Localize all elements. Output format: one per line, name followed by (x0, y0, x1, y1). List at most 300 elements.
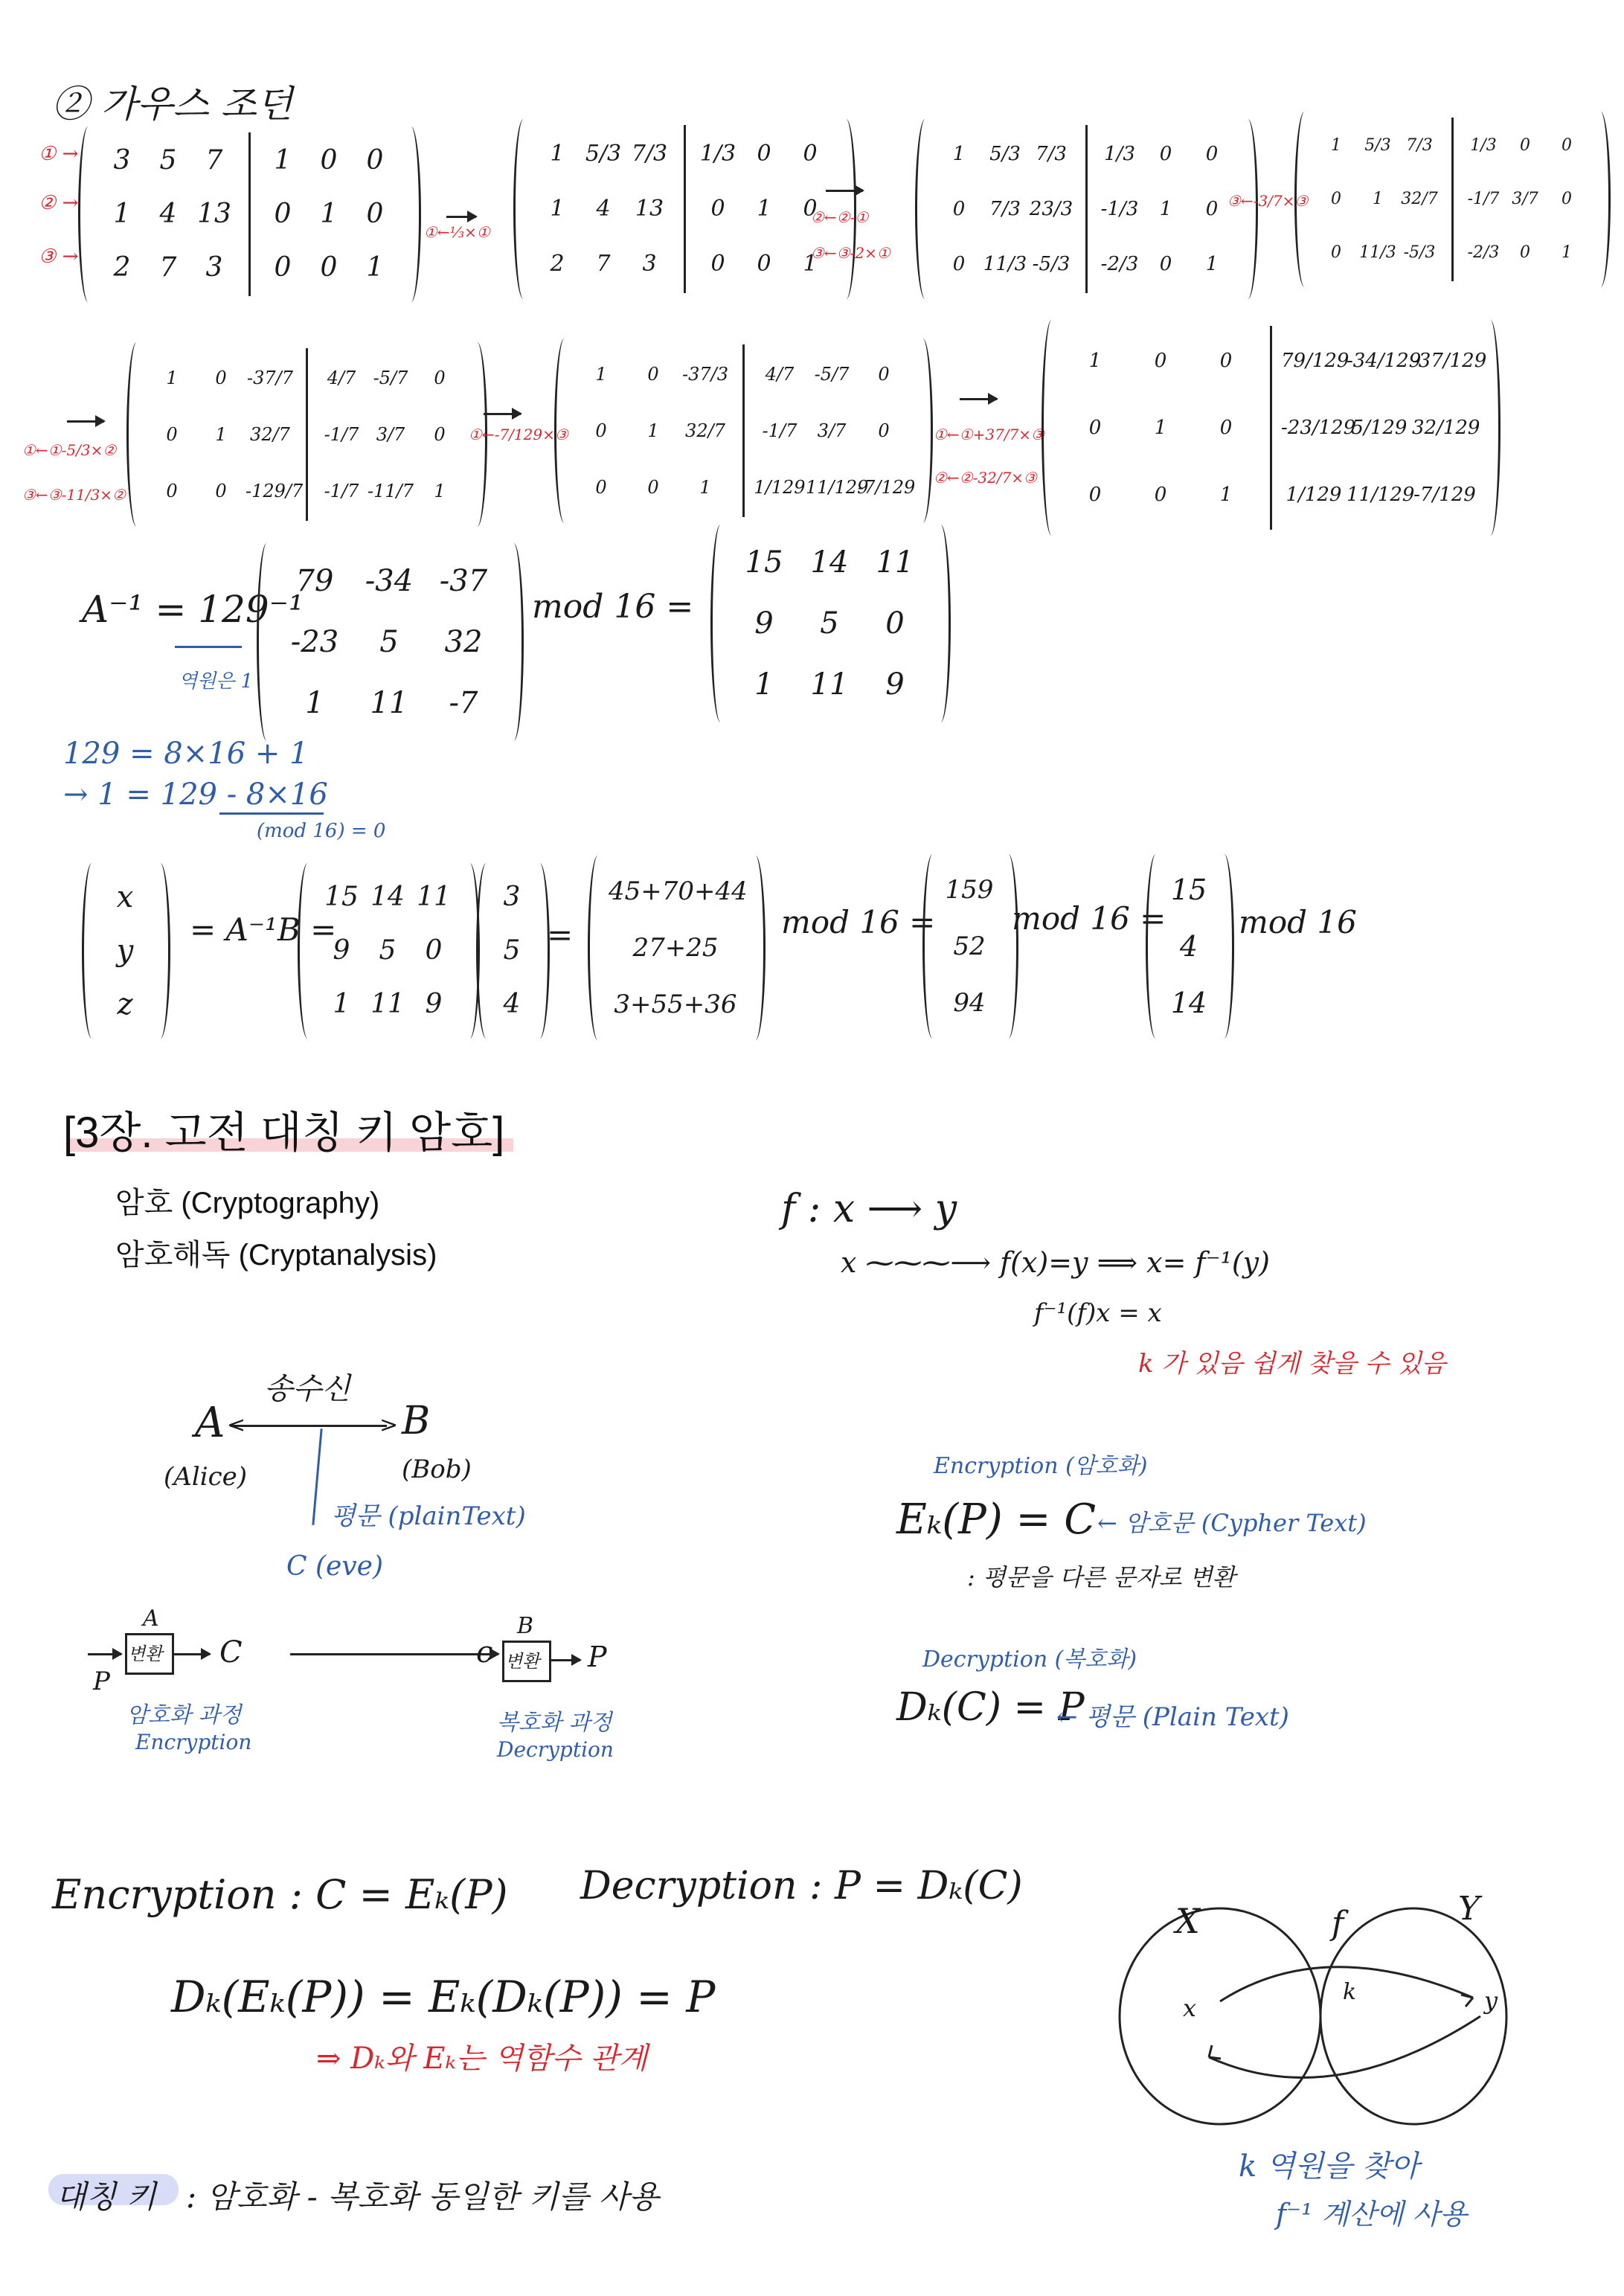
enc-box-label: 변환 (128, 1644, 163, 1664)
arrow-step6 (960, 398, 997, 400)
m0-right-paren (401, 126, 421, 302)
m5-l-cell: 0 (647, 477, 659, 498)
m0-r-cell: 0 (366, 145, 384, 176)
solve-eq-2: = (547, 917, 574, 953)
m2-l-cell: 5/3 (989, 143, 1021, 165)
m1-r-cell: 0 (803, 141, 818, 167)
res-left-paren (1146, 854, 1166, 1039)
solve-mod-2: mod 16 = (1012, 900, 1166, 937)
solve-a-matrix (298, 863, 478, 1039)
m3-r-cell: -1/7 (1467, 190, 1500, 208)
solA-l-cell: 5 (379, 935, 397, 966)
m4-l-cell: 0 (215, 368, 227, 388)
m3-r-cell: 1 (1562, 243, 1572, 262)
m5-l-cell: 1 (647, 420, 659, 441)
m0-r-cell: 0 (366, 199, 384, 229)
m5-l-cell: -37/3 (681, 364, 728, 385)
m2-l-cell: 7/3 (989, 198, 1021, 220)
enc-top-label: A (143, 1606, 159, 1632)
m3-l-cell: 32/7 (1401, 190, 1438, 208)
inv-l-cell: 32 (444, 625, 483, 659)
m3-divider (1451, 118, 1454, 281)
m4-r-cell: -1/7 (324, 481, 359, 501)
m4-divider (306, 348, 308, 521)
m4-left-paren (126, 342, 147, 527)
m1-l-cell: 7 (596, 251, 611, 277)
diagram-bob: (Bob) (402, 1455, 472, 1484)
sums-left-paren (588, 856, 608, 1040)
enc-p: P (93, 1667, 110, 1696)
diagram-arrow-right: > (379, 1412, 399, 1438)
m0-r-cell: 0 (320, 145, 338, 176)
matrix-4 (126, 342, 485, 527)
m0-l-cell: 7 (159, 252, 177, 283)
m0-l-cell: 7 (205, 145, 223, 176)
inv-l-cell: 1 (305, 686, 324, 720)
arrow-step4 (67, 420, 104, 423)
arrow-step2 (826, 190, 863, 192)
m3-l-cell: 0 (1331, 243, 1341, 262)
m3-r-cell: 3/7 (1512, 190, 1538, 208)
m6-r-cell: -37/129 (1412, 350, 1487, 372)
solB-l-cell: 4 (503, 989, 521, 1019)
vals-l-cell: 159 (945, 875, 994, 905)
enc-desc: : 평문을 다른 문자로 변환 (967, 1563, 1236, 1591)
bottom-enc: Encryption : C = Eₖ(P) (52, 1871, 508, 1918)
solA-l-cell: 14 (370, 882, 405, 912)
inverse-note: 역원은 1 (179, 670, 254, 693)
dec-label-2: Decryption (497, 1737, 614, 1762)
m1-r-cell: 0 (710, 196, 725, 222)
op-step1: ①←⅓×① (424, 223, 490, 241)
solve-sums (588, 856, 763, 1040)
solve-mod-3: mod 16 (1239, 904, 1357, 940)
m6-r-cell: -23/129 (1281, 417, 1356, 439)
m4-l-cell: 0 (215, 481, 227, 501)
inv-l-cell: -23 (290, 625, 339, 659)
vals-left-paren (922, 854, 943, 1039)
m5-r-cell: 0 (878, 420, 890, 441)
matrix-0 (78, 126, 419, 302)
enc-c: C (219, 1635, 243, 1670)
m3-r-cell: 0 (1520, 136, 1530, 155)
m5-l-cell: 0 (595, 420, 607, 441)
inverse-mod: mod 16 = (532, 588, 694, 626)
m2-l-cell: 11/3 (983, 253, 1027, 275)
section3-heading: [3장. 고전 대칭 키 암호] (63, 1109, 505, 1157)
m2-l-cell: 0 (952, 198, 966, 220)
sums-right-paren (745, 856, 766, 1040)
invres-l-cell: 14 (810, 545, 849, 580)
m2-l-cell: -5/3 (1032, 253, 1071, 275)
solve-vals (922, 854, 1016, 1039)
matrix-3 (1294, 112, 1608, 287)
m0-l-cell: 5 (159, 145, 177, 176)
m6-l-cell: 0 (1219, 350, 1233, 372)
m6-l-cell: 1 (1088, 350, 1102, 372)
func-line1: f : x ⟶ y (781, 1187, 957, 1231)
m1-l-cell: 1 (550, 196, 565, 222)
invres-l-cell: 5 (820, 606, 839, 641)
vals-right-paren (998, 854, 1018, 1039)
m6-divider (1270, 326, 1272, 530)
m2-divider (1085, 125, 1088, 293)
bottom-dec: Decryption : P = Dₖ(C) (580, 1864, 1023, 1908)
m1-l-cell: 2 (550, 251, 565, 277)
inv-l-cell: -34 (365, 564, 414, 598)
m1-l-cell: 3 (642, 251, 657, 277)
m3-l-cell: 7/3 (1406, 136, 1433, 155)
m0-r-cell: 0 (274, 199, 292, 229)
m0-l-cell: 3 (205, 252, 223, 283)
invres-l-cell: 9 (754, 606, 774, 641)
m5-left-paren (554, 339, 574, 523)
m6-l-cell: 0 (1154, 350, 1167, 372)
vars-right-paren (150, 863, 170, 1039)
m5-l-cell: 32/7 (685, 420, 725, 441)
m4-r-cell: -1/7 (324, 424, 359, 445)
m5-r-cell: -1/7 (762, 420, 797, 441)
solA-l-cell: 15 (324, 882, 359, 912)
dec-c: c (476, 1635, 493, 1670)
invres-l-cell: 9 (885, 667, 905, 702)
m4-l-cell: -129/7 (245, 481, 304, 501)
dec-arrow: ← 평문 (Plain Text) (1056, 1702, 1289, 1732)
inverse-result (710, 525, 949, 722)
m0-l-cell: 3 (113, 145, 131, 176)
row-label-1: ① → (39, 143, 79, 165)
vals-l-cell: 52 (953, 931, 986, 961)
matrix-5 (554, 339, 931, 523)
solve-mod-1: mod 16 = (781, 904, 936, 940)
m4-l-cell: 1 (215, 424, 227, 445)
m2-r-cell: 0 (1205, 198, 1219, 220)
ops-step4: ①←①-5/3×② ③←③-11/3×② (22, 441, 126, 504)
m0-l-cell: 4 (159, 199, 177, 229)
m5-r-cell: -7/129 (858, 477, 916, 498)
vars-l-cell: y (116, 934, 134, 968)
m1-r-cell: 0 (710, 251, 725, 277)
solA-l-cell: 0 (425, 935, 443, 966)
ops-step6: ①←①+37/7×③ ②←②-32/7×③ (934, 426, 1044, 487)
invres-left-paren (710, 525, 731, 722)
enc-note: Encryption (암호화) (934, 1453, 1148, 1479)
m4-l-cell: 0 (166, 481, 178, 501)
m1-l-cell: 4 (596, 196, 611, 222)
diagram-eve: C (eve) (286, 1551, 384, 1582)
func-line3: f⁻¹(f)x = x (1034, 1298, 1162, 1328)
m1-r-cell: 0 (803, 196, 818, 222)
m5-r-cell: 1/129 (754, 477, 806, 498)
m3-l-cell: 1 (1373, 190, 1383, 208)
inv-right-paren (504, 543, 524, 741)
m4-r-cell: -5/7 (373, 368, 408, 388)
m0-l-cell: 1 (113, 199, 131, 229)
inverse-lhs: A⁻¹ = 129⁻¹ (82, 588, 304, 631)
section3-line2: 암호해독 (Cryptanalysis) (115, 1239, 437, 1272)
venn-x-point: x (1183, 1994, 1197, 2022)
m1-divider (684, 125, 686, 293)
m6-r-cell: -34/129 (1347, 350, 1422, 372)
vars-l-cell: z (117, 987, 133, 1022)
venn-y-point: y (1484, 1986, 1498, 2015)
enc-label-1: 암호화 과정 (126, 1702, 242, 1728)
m0-r-cell: 0 (274, 252, 292, 283)
solB-left-paren (476, 863, 496, 1039)
func-line2: x ⁓⁓⁓⟶ f(x)=y ⟹ x= f⁻¹(y) (841, 1246, 1270, 1279)
dec-note: Decryption (복호화) (922, 1646, 1137, 1673)
m1-l-cell: 5/3 (585, 141, 622, 167)
res-l-cell: 15 (1170, 873, 1207, 906)
solA-l-cell: 11 (370, 989, 405, 1019)
m3-right-paren (1591, 112, 1611, 287)
blue-note-1: 129 = 8×16 + 1 (63, 737, 309, 771)
m3-l-cell: 1 (1331, 136, 1341, 155)
diagram-arrow-left: < (227, 1412, 246, 1438)
m2-r-cell: 0 (1159, 143, 1172, 165)
m1-left-paren (513, 119, 533, 299)
m5-right-paren (913, 339, 933, 523)
row-label-2: ② → (39, 192, 79, 214)
inv-l-cell: 5 (379, 625, 399, 659)
solve-res (1146, 854, 1232, 1039)
m0-l-cell: 13 (197, 199, 231, 229)
arrow-step1 (446, 216, 476, 218)
bottom-sym-desc: : 암호화 - 복호화 동일한 키를 사용 (186, 2178, 659, 2215)
m0-left-paren (78, 126, 98, 302)
m3-r-cell: 1/3 (1470, 136, 1497, 155)
m4-r-cell: 3/7 (376, 424, 405, 445)
sums-l-cell: 3+55+36 (614, 990, 737, 1019)
m5-r-cell: -5/7 (814, 364, 850, 385)
vals-l-cell: 94 (953, 988, 986, 1018)
solA-left-paren (298, 863, 318, 1039)
matrix-1 (513, 119, 854, 299)
m2-r-cell: 1 (1205, 253, 1219, 275)
m2-l-cell: 23/3 (1029, 198, 1073, 220)
diagram-a: A (195, 1399, 225, 1447)
venn-y-label: Y (1458, 1890, 1480, 1928)
invres-l-cell: 11 (810, 667, 849, 702)
diagram-plaintext: 평문 (plainText) (331, 1501, 526, 1531)
m2-l-cell: 0 (952, 253, 966, 275)
inv-l-cell: -37 (439, 564, 488, 598)
m1-l-cell: 13 (635, 196, 664, 222)
m6-r-cell: 11/129 (1347, 484, 1415, 506)
m3-r-cell: 0 (1520, 243, 1530, 262)
ops-step2: ②←②-① ③←③-2×① (811, 208, 890, 262)
inv-l-cell: 79 (295, 564, 334, 598)
m1-r-cell: 0 (757, 141, 771, 167)
enc-arrow: ← 암호문 (Cypher Text) (1097, 1509, 1367, 1537)
m3-left-paren (1294, 112, 1315, 287)
bottom-inverse-note: ⇒ Dₖ와 Eₖ는 역함수 관계 (316, 2042, 648, 2076)
m2-r-cell: -1/3 (1100, 198, 1139, 220)
m0-divider (248, 132, 251, 296)
vars-l-cell: x (116, 880, 134, 914)
inv-l-cell: -7 (449, 686, 478, 720)
m5-l-cell: 1 (699, 477, 711, 498)
m4-r-cell: -11/7 (367, 481, 414, 501)
m5-r-cell: 11/129 (806, 477, 869, 498)
m5-r-cell: 3/7 (817, 420, 847, 441)
m6-l-cell: 0 (1088, 484, 1102, 506)
m1-r-cell: 0 (757, 251, 771, 277)
diagram-alice: (Alice) (164, 1462, 247, 1492)
section3-line1: 암호 (Cryptography) (115, 1187, 380, 1219)
invres-right-paren (931, 525, 951, 722)
m6-r-cell: 79/129 (1281, 350, 1349, 372)
m6-r-cell: 5/129 (1351, 417, 1408, 439)
m3-l-cell: -5/3 (1403, 243, 1436, 262)
m4-r-cell: 0 (434, 368, 446, 388)
dec-p: P (588, 1641, 607, 1673)
bottom-sym-key: 대칭 키 (56, 2178, 157, 2215)
dec-arrow-out (551, 1659, 580, 1661)
solA-l-cell: 11 (417, 882, 451, 912)
diagram-b: B (402, 1399, 431, 1443)
m3-r-cell: 0 (1562, 190, 1572, 208)
m0-l-cell: 2 (113, 252, 131, 283)
solA-l-cell: 9 (333, 935, 350, 966)
m6-r-cell: -7/129 (1413, 484, 1476, 506)
bottom-identity: Dₖ(Eₖ(P)) = Eₖ(Dₖ(P)) = P (171, 1972, 716, 2022)
m6-l-cell: 0 (1219, 417, 1233, 439)
m2-r-cell: -2/3 (1100, 253, 1139, 275)
op-step5: ①←-7/129×③ (469, 426, 568, 443)
underline-2 (219, 812, 324, 815)
invres-l-cell: 1 (754, 667, 774, 702)
vars-left-paren (82, 863, 102, 1039)
op-step3: ③←-3/7×③ (1227, 192, 1309, 210)
m5-r-cell: 0 (878, 364, 890, 385)
m6-left-paren (1042, 320, 1062, 536)
m3-l-cell: 11/3 (1359, 243, 1396, 262)
m6-r-cell: 32/129 (1412, 417, 1480, 439)
m2-left-paren (915, 119, 935, 299)
dec-top-label: B (517, 1613, 534, 1639)
dec-box-label: 변환 (505, 1651, 540, 1672)
m5-divider (742, 344, 745, 517)
res-right-paren (1214, 854, 1234, 1039)
blue-note-2: → 1 = 129 - 8×16 (63, 777, 328, 812)
m2-r-cell: 1/3 (1104, 143, 1135, 165)
sums-l-cell: 45+70+44 (609, 876, 748, 906)
solve-vars (82, 863, 168, 1039)
res-l-cell: 4 (1179, 930, 1198, 963)
venn-note-1: k 역원을 찾아 (1239, 2149, 1419, 2184)
solB-l-cell: 5 (503, 935, 521, 966)
m0-r-cell: 1 (320, 199, 338, 229)
enc-eq: Eₖ(P) = C (896, 1495, 1097, 1544)
underline (175, 646, 242, 648)
m6-l-cell: 0 (1088, 417, 1102, 439)
m6-l-cell: 1 (1219, 484, 1233, 506)
m6-l-cell: 1 (1154, 417, 1167, 439)
m3-l-cell: 0 (1331, 190, 1341, 208)
m3-r-cell: -2/3 (1467, 243, 1500, 262)
venn-set-x (1120, 1908, 1320, 2124)
m5-l-cell: 0 (595, 477, 607, 498)
m0-r-cell: 1 (366, 252, 384, 283)
arrow-step5 (484, 413, 521, 415)
m4-l-cell: 1 (166, 368, 178, 388)
m0-r-cell: 0 (320, 252, 338, 283)
m5-l-cell: 0 (647, 364, 659, 385)
m4-l-cell: -37/7 (246, 368, 293, 388)
m4-l-cell: 0 (166, 424, 178, 445)
m1-r-cell: 1 (757, 196, 771, 222)
invres-l-cell: 0 (885, 606, 905, 641)
venn-k-arrow (1209, 2016, 1480, 2077)
inverse-matrix (257, 543, 521, 741)
m0-r-cell: 1 (274, 145, 292, 176)
m2-r-cell: 0 (1159, 253, 1172, 275)
m2-l-cell: 7/3 (1036, 143, 1067, 165)
venn-k-label: k (1343, 1979, 1357, 2005)
invres-l-cell: 11 (876, 545, 914, 580)
venn-k-arrowhead (1209, 2045, 1221, 2059)
matrix-2 (915, 119, 1256, 299)
invres-l-cell: 15 (745, 545, 783, 580)
res-l-cell: 14 (1170, 987, 1207, 1019)
m2-r-cell: 1 (1159, 198, 1172, 220)
dec-label-1: 복호화 과정 (497, 1710, 612, 1736)
diagram-eve-line (312, 1428, 322, 1525)
solA-l-cell: 9 (425, 989, 443, 1019)
sums-l-cell: 27+25 (632, 933, 719, 963)
m2-r-cell: 0 (1205, 143, 1219, 165)
m1-l-cell: 7/3 (631, 141, 668, 167)
solve-eq: = A⁻¹B = (190, 911, 337, 948)
enc-label-2: Encryption (135, 1730, 252, 1754)
venn-note-2: f⁻¹ 계산에 사용 (1276, 2198, 1468, 2231)
solve-b-vector (476, 863, 548, 1039)
m4-r-cell: 1 (434, 481, 446, 501)
m1-r-cell: 1 (803, 251, 818, 277)
row-label-3: ③ → (39, 246, 79, 268)
m4-r-cell: 0 (434, 424, 446, 445)
inv-left-paren (257, 543, 277, 741)
transfer-arrow (290, 1653, 498, 1655)
m6-r-cell: 1/129 (1286, 484, 1342, 506)
dec-eq: Dₖ(C) = P (896, 1685, 1085, 1730)
inv-l-cell: 11 (370, 686, 408, 720)
m4-r-cell: 4/7 (327, 368, 356, 388)
m2-l-cell: 1 (952, 143, 966, 165)
m5-l-cell: 1 (595, 364, 607, 385)
venn-f-label: f (1332, 1905, 1344, 1943)
m5-r-cell: 4/7 (765, 364, 795, 385)
m6-l-cell: 0 (1154, 484, 1167, 506)
solA-l-cell: 1 (333, 989, 350, 1019)
diagram-songsin: 송수신 (264, 1372, 350, 1406)
m3-r-cell: 0 (1562, 136, 1572, 155)
solB-l-cell: 3 (503, 882, 521, 912)
diagram-line (231, 1425, 387, 1427)
enc-arrow-in (88, 1653, 121, 1655)
m4-l-cell: 32/7 (250, 424, 290, 445)
m1-r-cell: 1/3 (699, 141, 736, 167)
venn-f-arrowhead (1461, 1995, 1473, 2007)
section-title: ② 가우스 조던 (52, 83, 293, 126)
matrix-6 (1042, 320, 1498, 536)
venn-x-label: X (1175, 1901, 1200, 1941)
blue-note-3: (mod 16) = 0 (257, 820, 386, 842)
enc-arrow-out (173, 1653, 210, 1655)
func-line4: k 가 있음 쉽게 찾을 수 있음 (1138, 1349, 1446, 1379)
m3-l-cell: 5/3 (1364, 136, 1391, 155)
